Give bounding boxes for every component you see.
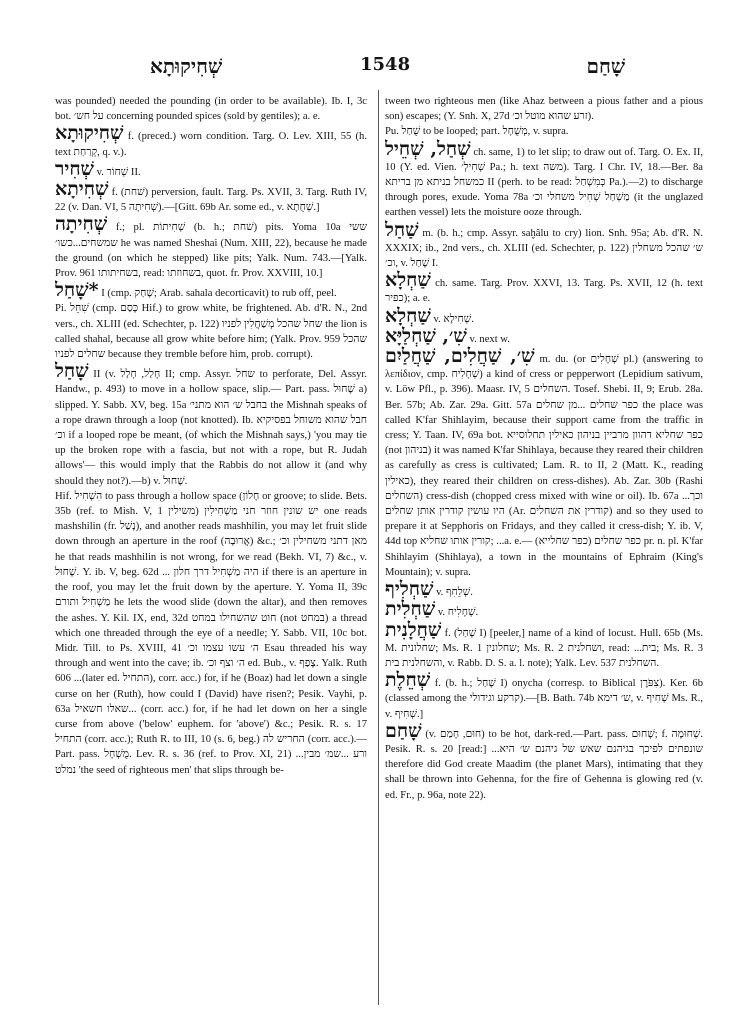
entry-definition: v. שְׁחִילָא. (433, 313, 474, 325)
dictionary-entry (385, 94, 703, 124)
page-header (55, 54, 705, 84)
entry-definition: m. (b. h.; cmp. Assyr. saḫâlu to cry) lion. Snh. 95a; Ab. d'R. N. XXXIX; ib., 2nd vers., ch. XLIII (ed. Schechter, p. 122) ש׳ שהכל משחלין וכ׳, v. שָׁחַל I. (385, 227, 703, 270)
dictionary-entry (385, 618, 703, 672)
dictionary-entry (385, 218, 703, 272)
entry-headword: שְׁחֵלֶת (385, 669, 431, 692)
entry-headword: שָׁחַם (385, 719, 422, 742)
entry-headword: שְׁחִיקוּתָא (55, 122, 124, 145)
entry-definition: f. (שׁחת) perversion, fault. Targ. Ps. XVII, 3. Targ. Ruth IV, 22 (v. Dan. VI, 5 שְׁחִיתָה).—[Gitt. 69b Ar. some ed., v. שְׁחֻתָא.] (55, 187, 367, 214)
dictionary-entry (385, 719, 703, 803)
dictionary-entry (55, 215, 367, 281)
dictionary-entry (385, 347, 703, 580)
entry-headword: שַׁחַל (385, 218, 419, 241)
entry-headword: שְׁחִיר (55, 157, 95, 180)
dictionary-entry (385, 324, 703, 347)
entry-definition: v. next w. (469, 333, 510, 345)
entry-headword: שָׁחַל (55, 360, 89, 383)
entry-headword: שַׁחְלִיף (385, 578, 434, 601)
dictionary-entry (55, 157, 367, 180)
entry-definition: f. (preced.) worn condition. Targ. O. Lev. XIII, 55 (h. text קְרַחַת, q. v.). (55, 131, 367, 158)
entry-definition: f. (שָׁחַל I) [peeler,] name of a kind of locust. Hull. 65b (Ms. M. שחלונית; Ms. R. 1 שחלונין; Ms. R. 2 ושחלנית, read: ...בית; Ms. R. 3 והשחלנית בית, v. Rabb. D. S. a. l. note); Yalk. Lev. 537 השחלנית. (385, 627, 703, 669)
dictionary-entry (385, 271, 703, 306)
entry-headword: שַׁחְלָא (385, 269, 431, 292)
right-column (385, 94, 703, 1006)
entry-definition: II (v. חָלַל, חָלַל II; cmp. Assyr. שחל to perforate, Del. Assyr. Handw., p. 493) to move in a hollow space, slip.— Part. pass. שָׁחוּל a) slipped. Y. Sabb. XV, beg. 15a בחבל ש׳ הוא מתני׳ the Mishnah speaks of a rope drawn through a loop (not knotted). Ib. חבל שהוא משוחל בפסיקיא וכ׳ if a looped rope be meant, (of which the Mishnah says,) 'you may tie up the broken rope with a fascia, but not with a rope, but R. Judah allows'— this would imply that the Rabbis do not allow it (and why should they not?).—b) v. שָׁחוּל. (55, 369, 367, 487)
entry-definition: ch. same. Targ. Prov. XXVI, 13. Targ. Ps. XVII, 12 (h. text כפיר); a. e. (385, 278, 703, 305)
entry-headword: שְׁחַל, שְׁחֵיל (385, 137, 471, 160)
entry-headword: שַׁחֲלָנִית (385, 618, 442, 641)
entry-definition: was pounded) needed the pounding (in order to be available). Ib. I, 3c bot. על חש׳ concerning pounded spices (sold by gentiles); a. e. (55, 96, 367, 123)
left-column (55, 94, 367, 1006)
dictionary-entry (55, 362, 367, 489)
entry-headword: שַׁחְלִית (385, 598, 436, 621)
dictionary-entry (385, 304, 703, 327)
entry-headword: שַׁחְלָא (385, 304, 431, 327)
dictionary-entry (55, 94, 367, 124)
entry-definition: Pi. שִׁחֵל (cmp. כָּסַם Hif.) to grow white, be frightened. Ab. d'R. N., 2nd vers., ch. XLIII (ed. Schechter, p. 122) שחל שהכל מְשַׁחֲלִין לפניו the lion is called shahal, because all grow white before him; (Yalk. Prov. 959 שהכל שחלים לפניו because they tremble before him, prob. corrupt). (55, 303, 367, 361)
right-running-head: שָׁחַם (586, 54, 625, 78)
dictionary-entry (55, 301, 367, 362)
entry-definition: v. שְׁחוֹר II. (96, 166, 141, 178)
entry-definition: (v. חוּם, חָמַם) to be hot, dark-red.—Part. pass. שָׁחוּם; f. שְׁחוּמָה. Pesik. R. s. 20 [read:] ...שונפתים לפיכך בגיהנם שאש של גיהנם ש׳ היא therefore did God create Maadim (the planet Mars), intimating that they shall be thrown into Gehenna, for the fire of Gehenna is glowing red (v. ed. Fr., p. 96a, note 22). (385, 728, 703, 801)
entry-definition: Hif. הִשְׁחִיל to pass through a hollow space (חָלוֹן or groove; to slide. Bets. 35b (ref. to Mish. V, 1 משילין) יש שונין חוזר חני מַשְׁחִילִין one reads mashshilin (fr. נָשַׁל), and another reads mashhilin, you may let fruit slide down through an aperture in the roof (אֲרוּבָה) &c.; מאן דתני משחילין וכ׳ he that reads mashhilin is not wrong, for we read (Bekh. VI, 7) &c., v. שָׁחוּל. Y. ib. V, beg. 62d ... היה מַשְׁחִיל דרך חלון if there is an aperture in the roof, you may let the fruit down by the aperture. Y. Yoma II, 39c מַשְׁחִיל ותורם he lets the wood slide (down the altar), and then removes the ashes. Y. Kil. IX, end, 32d חוט שהשחילו במחט (not במחט) a thread which one threaded through the eye of a needle; Y. Sabb. VII, 10c bot. Midr. Till. to Ps. XVIII, 41 ה׳ עשו עצמו וכ׳ Esau threaded his way through and went into the cave; ib. ה׳ וצף וכ׳ ed. Bub., v. צָפַף. Yalk. Ruth 606 ...(later ed. התחיל), corr. acc.) for, if he (Boaz) had let down a single curse on her (Ruth), how could I (David) have risen?; Pesik. Vayhi, p. 63a שאלו חשאיל... (corr. acc.) for, if he had let down on her a single curse from above ('below' euphem. for 'above') &c.; Pesik. R. s. 17 התחיל (corr. acc.); Ruth R. to III, 10 (s. 6, beg.) החריש לה (corr. acc.).—Part. pass. מֻשְׁחָל. Lev. R. s. 36 (ref. to Prov. XI, 21) ...ורע ...שמ׳ מבין נמלט 'the seed of righteous men' that slips through be- (55, 490, 367, 776)
dictionary-entry (385, 671, 703, 722)
dictionary-entry (55, 180, 367, 215)
dictionary-entry (55, 281, 367, 301)
dictionary-entry (385, 580, 703, 600)
dictionary-entry (385, 137, 703, 221)
entry-definition: f. (b. h.; שָׁחַל I) onycha (corresp. to Biblical צִפֹּרֶן). Ker. 6b (classed among the קרקע וגידולי).—[B. Bath. 74b ש׳ דימא, v. שְׁחִיף Ms. R., v. שְׁחִיף.] (385, 678, 703, 720)
entry-definition: I (cmp. שָׁחַק; Arab. sahala decorticavit) to rub off, peel. (101, 288, 337, 300)
entry-headword: שִׁ׳, שַׁחְלַיָּא (385, 324, 467, 347)
entry-definition: tween two righteous men (like Ahaz between a pious father and a pious son) escapes; (Y. Snh. X, 27d זרע שהוא מוטל וכ׳). (385, 96, 703, 123)
entry-headword: שְׁחִיתָה (55, 213, 108, 236)
left-running-head: שְׁחִיקוּתָא (150, 54, 223, 78)
entry-definition: ch. same, 1) to let slip; to draw out of. Targ. O. Ex. II, 10 (Y. ed. Vien. שְׁחִילְ׳ Pa.; h. text משה). Targ. I Chr. IV, 18.—Ber. 8a כמשחל בניתא מן בריתא II (perh. to be read: כְּמִשְׁחַל Pa.).—2) to discharge through pores, exude. Yoma 78a מַשְׁחַל שְׁחִיל משחלי וכ׳ (it the unglazed earthen vessel) lets the moisture ooze through. (385, 146, 703, 219)
entry-definition: m. du. (or שְׁחָלִים pl.) (answering to λεπίδιον, cmp. שְׁחָלִיח) a kind of cress or pepperwort (Lepidium sativum, v. Löw Pfl., p. 396). Maasr. IV, 5 השחלים. Tosef. Shebi. II, 9; Erub. 28a. Ber. 57b; Ab. Zar. 29a. Gitt. 57a כפר שחלים ...מן שחלים the place was called K'far Shihlayim, because their support came from the traffic in cress; Y. Taan. IV, 69a bot. כפר שחליא דהוון מרביין בניהון כאילין תחלוסייא (not בניהון) it was named K'far Shihlaya, because they reared their children as carefully as cress is cultivated; Lam. R. to II, 2 (Matt. K., reading כאילין), they reared their children on cress-dishes). Ab. Zar. 30b (Rashi השחלים) cress-dish (chopped cress mixed with wine or oil). Ib. 67a ...וכך היו עושין קודרין אותן שחלים (Ar. קודרין את השחלים) and so they used to prepare it at Sepphoris on Fridays, and they called it cress-dish; Y. ib. V, 44d top קורין אותו שחליא; ...a. e.— כפר שחלים (כפר שחלייא) pr. n. pl. K'far Shihlayim (Shihlaya), a town in the mountains of Ephraim (King's Mountain); v. supra. (385, 354, 703, 578)
page-number: 1548 (360, 54, 411, 75)
dictionary-entry (55, 124, 367, 159)
entry-definition: f.; pl. שְׁחִיתוֹת (b. h.; שׁחת) pits. Yoma 10a ששי שמשחים...כשו׳ he was named Sheshai (Num. XIII, 22), because he made the ground (on which he stepped) like pits; Yalk. Num. 743.—[Yalk. Prov. 961 בשחיתותו, read: בשחוזתו, quot. fr. Prov. XXVIII, 10.] (55, 222, 367, 280)
column-divider (378, 90, 379, 1005)
entry-headword: שְׁחִיתָא (55, 178, 109, 201)
entry-headword: שִׁ׳, שַׁחֲלִים, שַׁחֲלַיִם (385, 345, 535, 368)
entry-headword: *שָׁחַל (55, 279, 99, 302)
dictionary-entry (385, 600, 703, 620)
dictionary-entry (55, 489, 367, 778)
entry-definition: v. שְׁלֵחִף. (436, 587, 473, 599)
entry-definition: Pu. שֻׁחַל to be looped; part. מְשֻׁחָל, v. supra. (385, 126, 569, 138)
entry-definition: v. שְׁחָלִיח. (437, 607, 479, 619)
